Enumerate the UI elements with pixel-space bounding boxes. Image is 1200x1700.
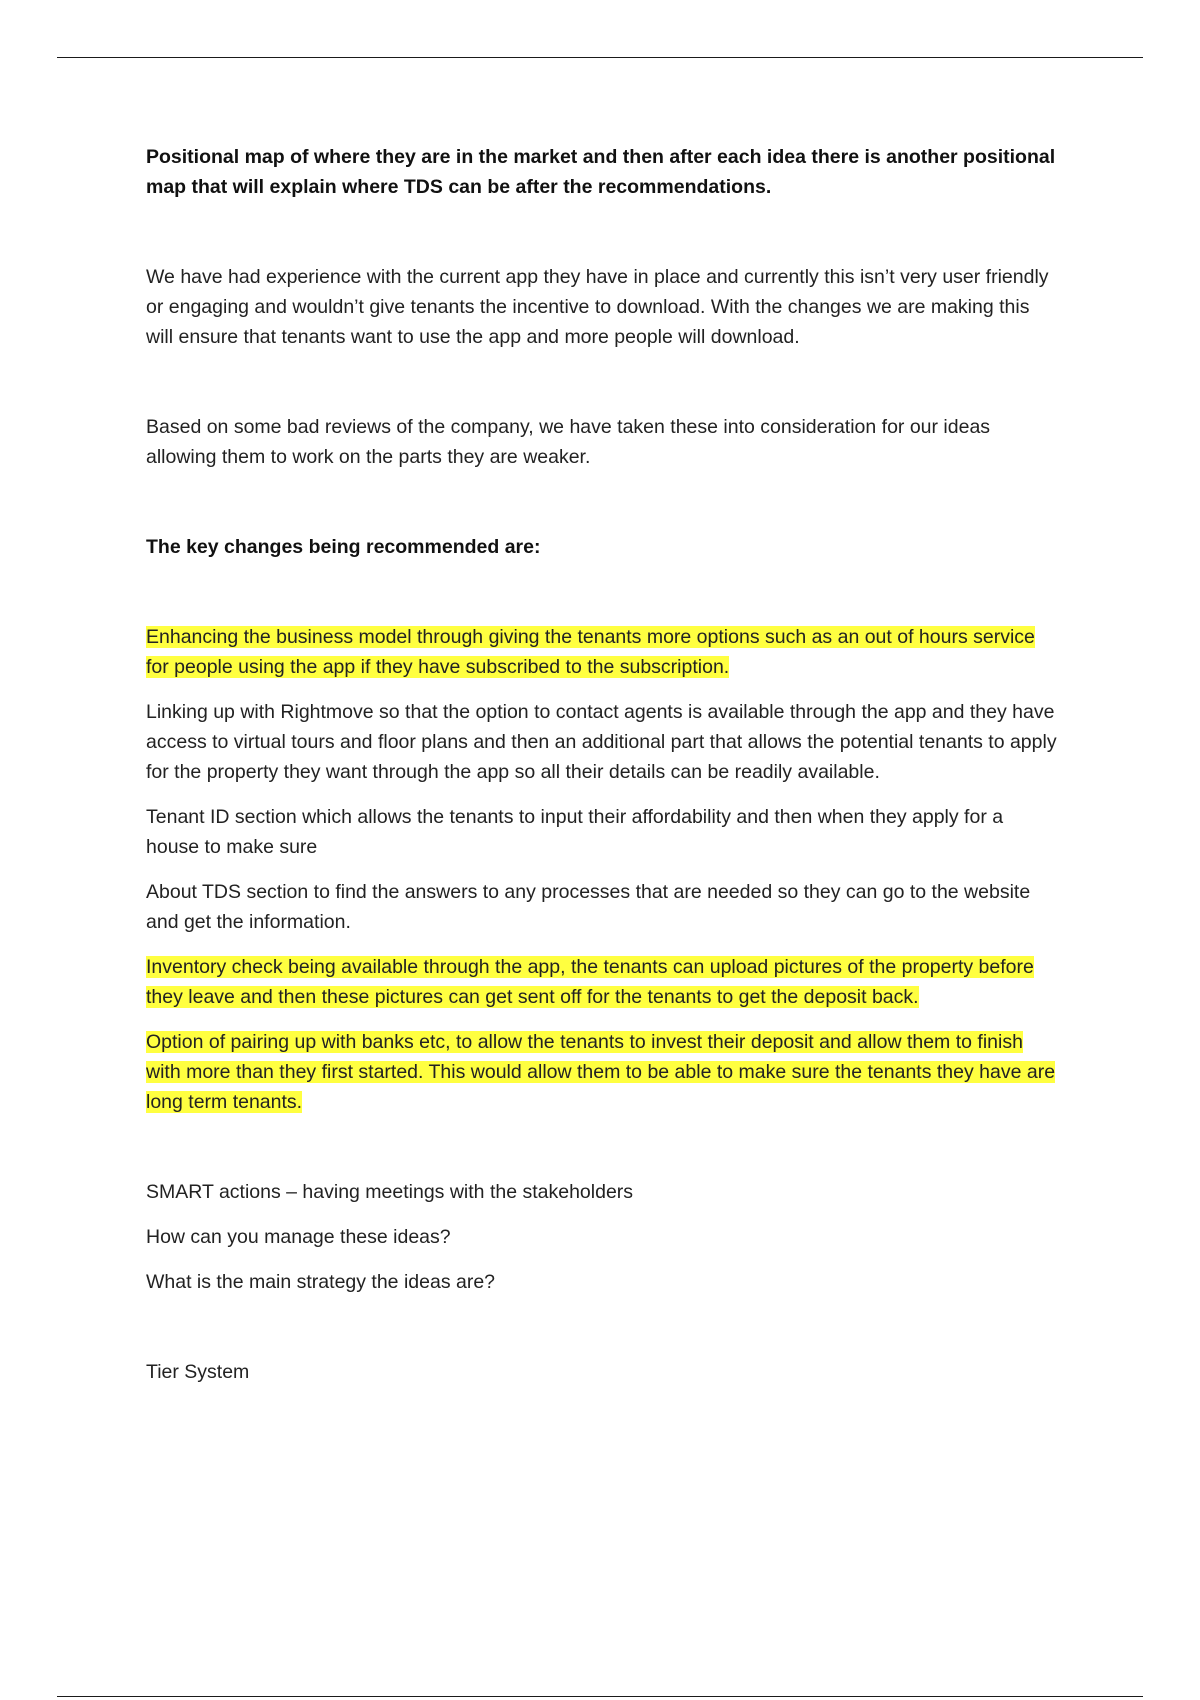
question-main-strategy: What is the main strategy the ideas are? <box>146 1271 496 1293</box>
document-body <box>146 142 1061 1387</box>
recommendation-item <box>146 952 1061 1012</box>
smart-actions-line: SMART actions – having meetings with the stakeholders <box>146 1181 634 1203</box>
paragraph-reviews: Based on some bad reviews of the company, we have taken these into consideration for our ideas allowing them to work on the parts they are weaker. <box>146 416 991 468</box>
recommendation-item <box>146 1027 1061 1117</box>
paragraph-app-experience: We have had experience with the current app they have in place and currently this isn’t very user friendly or engaging and wouldn’t give tenants the incentive to download. With the changes we are making this will ensure that tenants want to use the app and more people will download. <box>146 266 1049 348</box>
highlighted-text: Enhancing the business model through giving the tenants more options such as an out of hours service for people using the app if they have subscribed to the subscription. <box>146 626 1035 678</box>
highlighted-text: Inventory check being available through the app, the tenants can upload pictures of the property before they leave and then these pictures can get sent off for the tenants to get the deposit back. <box>146 956 1034 1008</box>
recommendation-item: Linking up with Rightmove so that the option to contact agents is available through the app and they have access to virtual tours and floor plans and then an additional part that allows the potential tenants to apply for the property they want through the app so all their details can be readily available. <box>146 701 1057 783</box>
recommendation-item <box>146 622 1061 682</box>
tier-system-line: Tier System <box>146 1361 250 1383</box>
recommendation-item: Tenant ID section which allows the tenants to input their affordability and then when they apply for a house to make sure <box>146 806 1004 858</box>
question-manage-ideas: How can you manage these ideas? <box>146 1226 451 1248</box>
intro-heading: Positional map of where they are in the market and then after each idea there is another positional map that will explain where TDS can be after the recommendations. <box>146 146 1056 198</box>
recommendation-item: About TDS section to find the answers to any processes that are needed so they can go to the website and get the information. <box>146 881 1031 933</box>
top-page-rule <box>57 57 1143 58</box>
key-changes-heading: The key changes being recommended are: <box>146 536 541 558</box>
bottom-page-rule <box>57 1696 1143 1697</box>
highlighted-text: Option of pairing up with banks etc, to allow the tenants to invest their deposit and allow them to finish with more than they first started. This would allow them to be able to make sure the tenants they have are long term tenants. <box>146 1031 1056 1113</box>
